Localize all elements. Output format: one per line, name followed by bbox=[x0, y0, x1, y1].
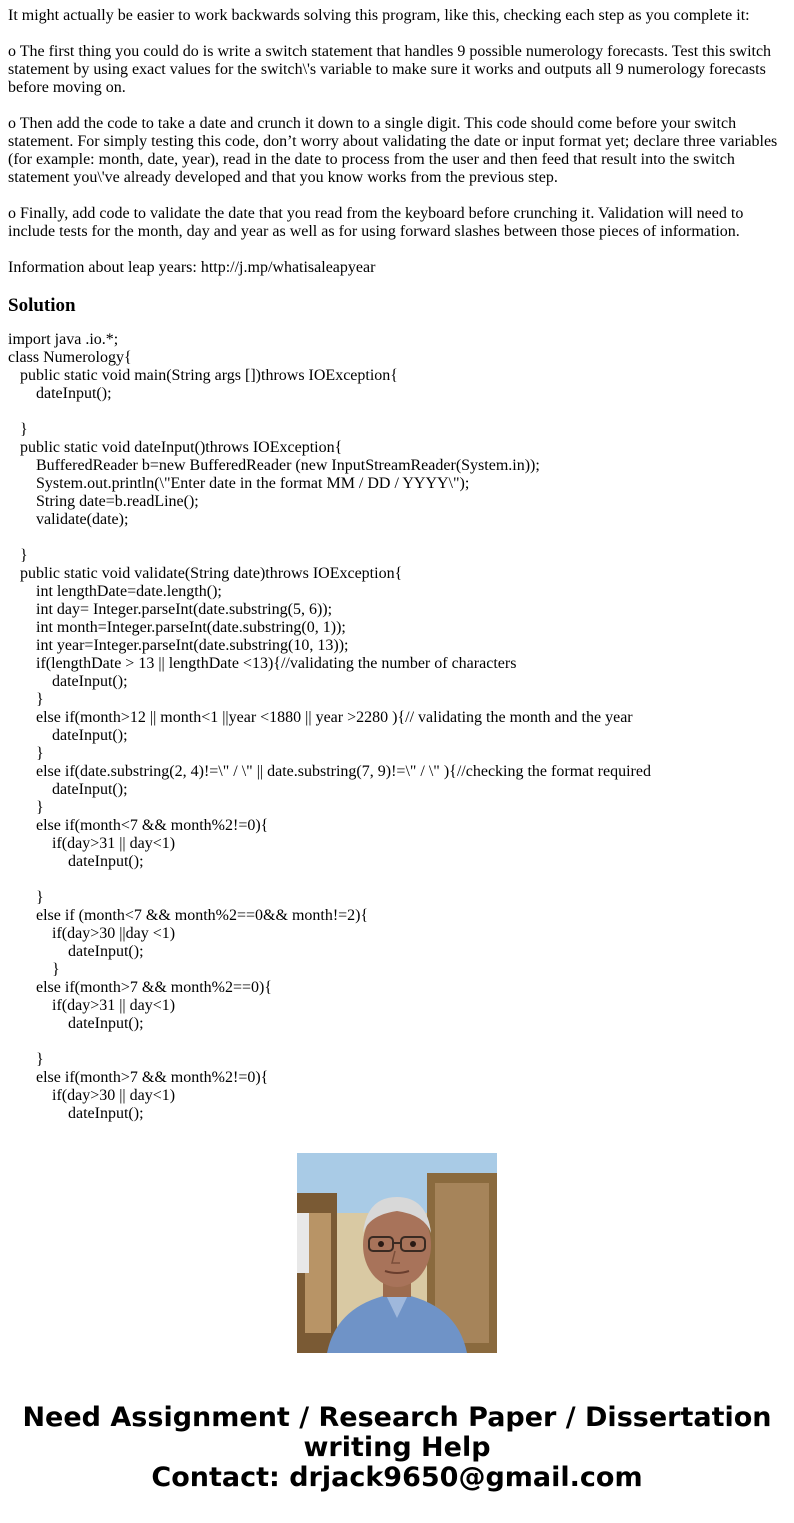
code-line: if(day>30 || day<1) bbox=[8, 1087, 176, 1104]
code-line: public static void dateInput()throws IOException{ bbox=[8, 439, 343, 456]
code-line: public static void validate(String date)throws IOException{ bbox=[8, 565, 403, 582]
code-line: int month=Integer.parseInt(date.substring(0, 1)); bbox=[8, 619, 346, 636]
code-line: public static void main(String args [])throws IOException{ bbox=[8, 367, 398, 384]
code-line: } bbox=[8, 421, 28, 438]
code-line: else if(month<7 && month%2!=0){ bbox=[8, 817, 269, 834]
code-line: } bbox=[8, 547, 28, 564]
solution-heading: Solution bbox=[8, 295, 76, 316]
code-line: } bbox=[8, 961, 60, 978]
code-line: } bbox=[8, 1051, 44, 1068]
code-line: else if(month>7 && month%2==0){ bbox=[8, 979, 273, 996]
code-line: dateInput(); bbox=[8, 727, 128, 744]
code-line: import java .io.*; bbox=[8, 331, 119, 348]
code-line bbox=[8, 529, 788, 547]
code-line bbox=[8, 871, 788, 889]
code-line: System.out.println(\"Enter date in the format MM / DD / YYYY\"); bbox=[8, 475, 470, 492]
promo-contact[interactable]: Contact: drjack9650@gmail.com bbox=[151, 1462, 643, 1493]
code-line: if(day>31 || day<1) bbox=[8, 997, 176, 1014]
code-line: int day= Integer.parseInt(date.substring(5, 6)); bbox=[8, 601, 333, 618]
code-line: dateInput(); bbox=[8, 1105, 144, 1122]
code-line: else if(month>7 && month%2!=0){ bbox=[8, 1069, 269, 1086]
leap-year-info: Information about leap years: http://j.mp/whatisaleapyear bbox=[8, 259, 376, 276]
code-line: else if (month<7 && month%2==0&& month!=2){ bbox=[8, 907, 369, 924]
code-line: } bbox=[8, 889, 44, 906]
code-line: class Numerology{ bbox=[8, 349, 132, 366]
promo-line-1: Need Assignment / Research Paper / Dissertation bbox=[22, 1402, 772, 1433]
code-line: dateInput(); bbox=[8, 781, 128, 798]
code-line: dateInput(); bbox=[8, 853, 144, 870]
step-paragraph-1: o The first thing you could do is write a switch statement that handles 9 possible numerology forecasts. Test this switch statement by using exact values for the switch\'s variable to make sure it works and outputs all 9 numerology forecasts before moving on. bbox=[8, 43, 772, 96]
code-line: int year=Integer.parseInt(date.substring(10, 13)); bbox=[8, 637, 349, 654]
code-line: if(day>31 || day<1) bbox=[8, 835, 176, 852]
step-paragraph-3: o Finally, add code to validate the date that you read from the keyboard before crunching it. Validation will need to include tests for the month, day and year as well as for using forward slashes between those pieces of information. bbox=[8, 205, 744, 240]
promo-line-2: writing Help bbox=[303, 1432, 491, 1463]
code-line: if(lengthDate > 13 || lengthDate <13){//validating the number of characters bbox=[8, 655, 517, 672]
code-line: else if(month>12 || month<1 ||year <1880 || year >2280 ){// validating the month and the year bbox=[8, 709, 633, 726]
code-line: BufferedReader b=new BufferedReader (new InputStreamReader(System.in)); bbox=[8, 457, 540, 474]
promo-banner bbox=[0, 1403, 794, 1493]
code-line: dateInput(); bbox=[8, 1015, 144, 1032]
code-line: String date=b.readLine(); bbox=[8, 493, 199, 510]
code-line: } bbox=[8, 745, 44, 762]
code-line bbox=[8, 403, 788, 421]
code-line: dateInput(); bbox=[8, 385, 112, 402]
solution-code bbox=[8, 331, 788, 1122]
code-line: validate(date); bbox=[8, 511, 129, 528]
code-line: if(day>30 ||day <1) bbox=[8, 925, 176, 942]
intro-paragraph: It might actually be easier to work backwards solving this program, like this, checking each step as you complete it: bbox=[8, 7, 750, 24]
step-paragraph-2: o Then add the code to take a date and crunch it down to a single digit. This code should come before your switch statement. For simply testing this code, don’t worry about validating the date or input format yet; declare three variables (for example: month, date, year), read in the date to process from the user and then feed that result into the switch statement you\'ve already developed and that you know works from the previous step. bbox=[8, 115, 778, 186]
document-body bbox=[8, 7, 788, 1122]
code-line: int lengthDate=date.length(); bbox=[8, 583, 222, 600]
code-line: dateInput(); bbox=[8, 943, 144, 960]
portrait-image bbox=[297, 1153, 497, 1353]
code-line: dateInput(); bbox=[8, 673, 128, 690]
code-line: } bbox=[8, 691, 44, 708]
code-line: else if(date.substring(2, 4)!=\" / \" || date.substring(7, 9)!=\" / \" ){//checking the format required bbox=[8, 763, 651, 780]
author-portrait bbox=[297, 1153, 497, 1353]
code-line bbox=[8, 1033, 788, 1051]
code-line: } bbox=[8, 799, 44, 816]
